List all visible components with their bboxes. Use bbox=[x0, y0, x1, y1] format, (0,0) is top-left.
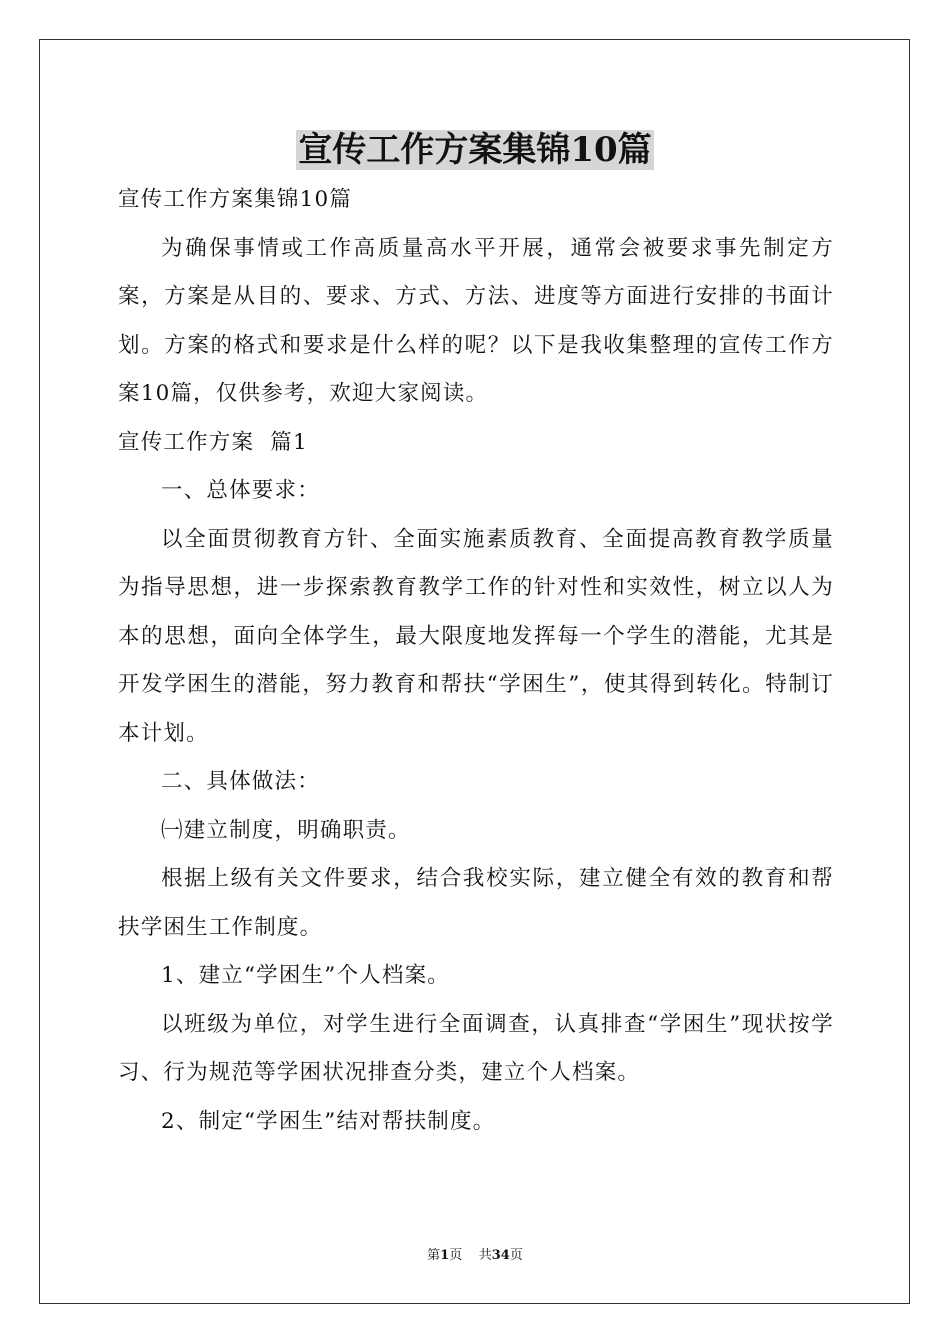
footer-prefix: 第 bbox=[427, 1248, 441, 1263]
paragraph: 以班级为单位，对学生进行全面调查，认真排查“学困生”现状按学习、行为规范等学困状况排查分类，建立个人档案。 bbox=[118, 1011, 834, 1085]
paragraph: 2、制定“学困生”结对帮扶制度。 bbox=[161, 1108, 496, 1134]
document-title-text: 宣传工作方案集锦10篇 bbox=[298, 130, 652, 170]
footer-page-number: 1 bbox=[440, 1248, 450, 1263]
footer-total-suffix: 页 bbox=[509, 1248, 523, 1263]
footer-page-suffix: 页 bbox=[449, 1248, 463, 1263]
paragraph: 为确保事情或工作高质量高水平开展，通常会被要求事先制定方案，方案是从目的、要求、方式、方法、进度等方面进行安排的书面计划。方案的格式和要求是什么样的呢？以下是我收集整理的宣传工作方案10篇，仅供参考，欢迎大家阅读。 bbox=[118, 235, 834, 406]
paragraph: 宣传工作方案集锦10篇 bbox=[118, 187, 353, 212]
footer-total-prefix: 共 bbox=[478, 1248, 492, 1263]
document-body bbox=[118, 176, 834, 1146]
document-title bbox=[0, 126, 950, 174]
paragraph: 以全面贯彻教育方针、全面实施素质教育、全面提高教育教学质量为指导思想，进一步探索教育教学工作的针对性和实效性，树立以人为本的思想，面向全体学生，最大限度地发挥每一个学生的潜能，尤其是开发学困生的潜能，努力教育和帮扶“学困生”，使其得到转化。特制订本计划。 bbox=[118, 526, 834, 746]
footer-total-pages: 34 bbox=[491, 1248, 510, 1263]
paragraph: 二、具体做法： bbox=[161, 769, 320, 794]
section-heading: 宣传工作方案 篇1 bbox=[118, 429, 308, 455]
page-footer bbox=[0, 1246, 950, 1266]
paragraph: ㈠建立制度，明确职责。 bbox=[161, 817, 411, 843]
paragraph: 一、总体要求： bbox=[161, 478, 320, 503]
paragraph: 1、建立“学困生”个人档案。 bbox=[161, 963, 450, 988]
paragraph: 根据上级有关文件要求，结合我校实际，建立健全有效的教育和帮扶学困生工作制度。 bbox=[118, 866, 834, 940]
